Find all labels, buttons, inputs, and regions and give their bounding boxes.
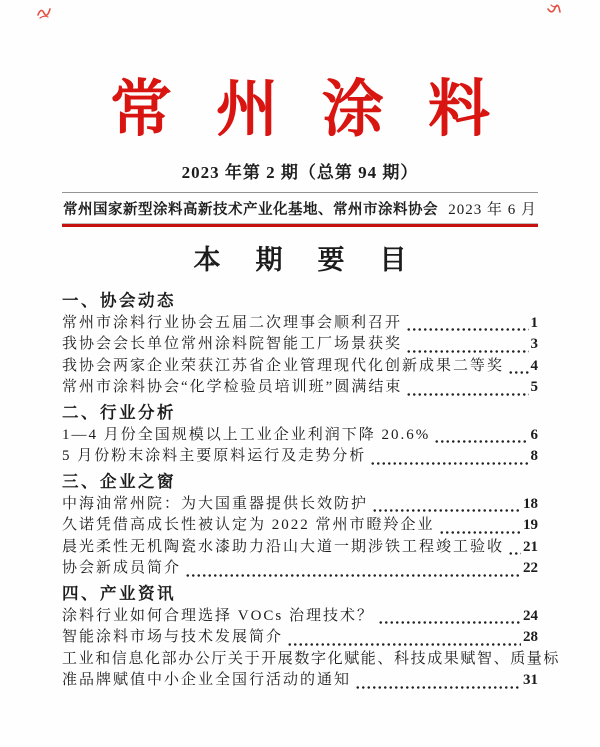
dot-leader [185,564,521,578]
page-number: 5 [530,379,538,396]
page-number: 3 [530,336,538,353]
section-heading-industry-information: 四、产业资讯 [62,584,176,603]
dot-leader [355,676,521,690]
page-number: 24 [523,607,538,624]
toc-entry [62,537,538,559]
entry-title: 1—4 月份全国规模以上工业企业利润下降 20.6% [62,426,431,443]
toc-entry [62,334,538,356]
toc-entry [62,377,538,399]
toc-entry [62,558,538,580]
issue-line: 2023 年第 2 期（总第 94 期） [181,163,419,183]
publish-date: 2023 年 6 月 [448,202,537,219]
entry-title: 涂料行业如何合理选择 VOCs 治理技术？ [62,607,375,624]
page-number: 22 [523,560,538,577]
contents-title: 本期要目 [193,244,442,275]
toc-entry [62,670,538,692]
publisher-name: 常州国家新型涂料高新技术产业化基地、常州市涂料协会 [63,202,438,219]
journal-title: 常州涂料 [109,76,534,144]
page-number: 1 [530,314,538,331]
dot-leader [406,340,528,354]
entry-title: 中海油常州院：为大国重器提供长效防护 [62,495,369,512]
entry-title: 智能涂料市场与技术发展简介 [62,629,284,646]
table-of-contents [62,290,561,692]
dot-leader [372,499,521,513]
dot-leader [378,611,521,625]
red-scan-mark-left [36,4,52,20]
toc-entry [62,627,538,649]
toc-entry [62,446,538,468]
entry-title: 5 月份粉末涂料主要原料运行及走势分析 [62,448,367,465]
dot-leader [370,452,528,466]
toc-entry [62,425,538,447]
toc-entry [62,606,538,628]
journal-masthead [62,76,538,145]
entry-title: 协会新成员简介 [62,560,182,577]
entry-title: 常州市涂料行业协会五届二次理事会顺利召开 [62,314,403,331]
dot-leader [406,318,528,332]
entry-title: 晨光柔性无机陶瓷水漆助力沿山大道一期涉铁工程竣工验收 [62,538,505,555]
dot-leader [508,542,521,556]
dot-leader [287,633,521,647]
page-number: 6 [530,426,538,443]
entry-title-wrapped-line1: 工业和信息化部办公厅关于开展数字化赋能、科技成果赋智、质量标 [62,650,561,667]
entry-title: 我协会两家企业荣获江苏省企业管理现代化创新成果二等奖 [62,357,505,374]
section-heading-industry-analysis: 二、行业分析 [62,403,176,422]
toc-entry [62,494,538,516]
page-number: 19 [523,517,538,534]
entry-title: 久诺凭借高成长性被认定为 2022 常州市瞪羚企业 [62,517,435,534]
page-number: 21 [523,538,538,555]
page-number: 18 [523,495,538,512]
red-rule [62,224,538,227]
toc-entry [62,356,538,378]
toc-entry [62,313,538,335]
toc-entry [62,515,538,537]
dot-leader [406,383,528,397]
contents-title-row [62,238,538,277]
page-number: 4 [530,357,538,374]
dot-leader [434,430,528,444]
page-number: 28 [523,629,538,646]
entry-title-wrapped-line2: 准品牌赋值中小企业全国行活动的通知 [62,672,352,689]
dot-leader [508,361,528,375]
entry-title: 我协会会长单位常州涂料院智能工厂场景获奖 [62,336,403,353]
page-number: 8 [530,448,538,465]
red-scan-mark-right [546,3,562,19]
entry-title: 常州市涂料协会“化学检验员培训班”圆满结束 [62,379,403,396]
dot-leader [439,521,521,535]
publisher-row [62,192,538,223]
section-heading-enterprise-window: 三、企业之窗 [62,472,176,491]
page-number: 31 [523,672,538,689]
section-heading-association-news: 一、协会动态 [62,291,176,310]
